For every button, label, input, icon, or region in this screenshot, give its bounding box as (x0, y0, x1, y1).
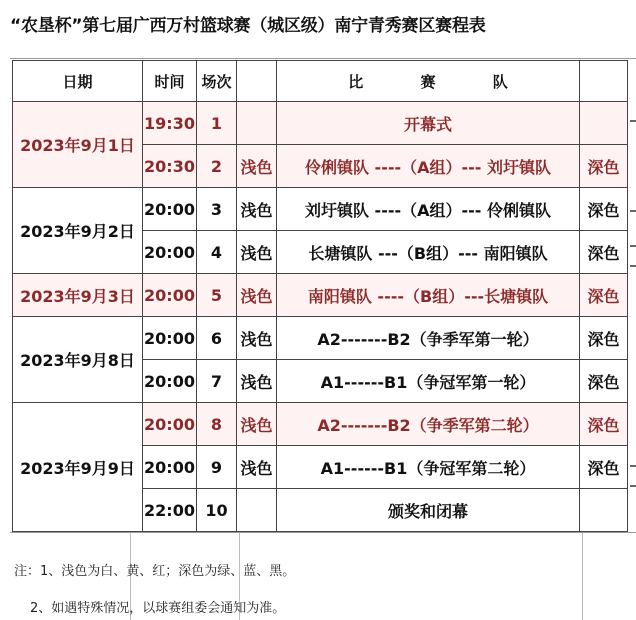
cropped-glyph (630, 120, 636, 122)
teams-cell: 颁奖和闭幕 (277, 489, 580, 532)
note-2: 2、如遇特殊情况，以球赛组委会通知为准。 (30, 601, 286, 616)
teams-cell: 刘圩镇队 ----（A组）--- 伶俐镇队 (277, 188, 580, 231)
light-color-cell: 浅色 (237, 360, 277, 403)
match-cell: 5 (197, 274, 237, 317)
teams-cell: A2-------B2（争季军第二轮） (277, 403, 580, 446)
dark-color-cell: 深色 (580, 360, 628, 403)
header-date: 日期 (13, 61, 143, 102)
time-cell: 20:00 (143, 360, 197, 403)
light-color-cell: 浅色 (237, 274, 277, 317)
cropped-glyph (630, 465, 636, 467)
time-cell: 20:00 (143, 446, 197, 489)
teams-cell: 伶俐镇队 ----（A组）--- 刘圩镇队 (277, 145, 580, 188)
header-light-empty (237, 61, 277, 102)
date-cell: 2023年9月2日 (13, 188, 143, 274)
teams-cell: A1------B1（争冠军第一轮） (277, 360, 580, 403)
teams-cell: 长塘镇队 ---（B组）--- 南阳镇队 (277, 231, 580, 274)
grid-line (582, 533, 583, 620)
dark-color-cell: 深色 (580, 403, 628, 446)
match-cell: 8 (197, 403, 237, 446)
time-cell: 20:00 (143, 317, 197, 360)
match-cell: 9 (197, 446, 237, 489)
cropped-glyph (630, 485, 636, 487)
dark-color-cell (580, 102, 628, 145)
dark-color-cell: 深色 (580, 446, 628, 489)
date-cell: 2023年9月9日 (13, 403, 143, 532)
dark-color-cell (580, 489, 628, 532)
teams-cell: 南阳镇队 ----（B组）---长塘镇队 (277, 274, 580, 317)
cropped-column (627, 60, 636, 532)
time-cell: 22:00 (143, 489, 197, 532)
match-cell: 6 (197, 317, 237, 360)
light-color-cell: 浅色 (237, 231, 277, 274)
header-time: 时间 (143, 61, 197, 102)
table-header-row (13, 61, 628, 102)
table-row (13, 102, 628, 145)
time-cell: 20:00 (143, 188, 197, 231)
time-cell: 20:00 (143, 274, 197, 317)
light-color-cell (237, 102, 277, 145)
grid-line (10, 58, 636, 59)
teams-cell: A1------B1（争冠军第二轮） (277, 446, 580, 489)
table-row (13, 188, 628, 231)
header-match: 场次 (197, 61, 237, 102)
dark-color-cell: 深色 (580, 188, 628, 231)
light-color-cell: 浅色 (237, 403, 277, 446)
time-cell: 20:00 (143, 403, 197, 446)
light-color-cell: 浅色 (237, 145, 277, 188)
header-teams: 比 赛 队 (277, 61, 580, 102)
light-color-cell: 浅色 (237, 317, 277, 360)
cropped-glyph (630, 265, 636, 267)
date-cell: 2023年9月8日 (13, 317, 143, 403)
match-cell: 10 (197, 489, 237, 532)
cropped-glyph (630, 245, 636, 247)
table-row (13, 403, 628, 446)
dark-color-cell: 深色 (580, 145, 628, 188)
match-cell: 3 (197, 188, 237, 231)
light-color-cell: 浅色 (237, 188, 277, 231)
date-cell: 2023年9月1日 (13, 102, 143, 188)
time-cell: 20:00 (143, 231, 197, 274)
dark-color-cell: 深色 (580, 231, 628, 274)
match-cell: 7 (197, 360, 237, 403)
page-title: “农垦杯”第七届广西万村篮球赛（城区级）南宁青秀赛区赛程表 (10, 16, 486, 36)
dark-color-cell: 深色 (580, 317, 628, 360)
notes-section (10, 532, 636, 620)
match-cell: 2 (197, 145, 237, 188)
teams-cell: 开幕式 (277, 102, 580, 145)
match-cell: 1 (197, 102, 237, 145)
time-cell: 19:30 (143, 102, 197, 145)
table-row (13, 274, 628, 317)
time-cell: 20:30 (143, 145, 197, 188)
light-color-cell: 浅色 (237, 446, 277, 489)
dark-color-cell: 深色 (580, 274, 628, 317)
match-cell: 4 (197, 231, 237, 274)
table-row (13, 317, 628, 360)
note-1: 注：1、浅色为白、黄、红；深色为绿、蓝、黑。 (14, 564, 296, 579)
light-color-cell (237, 489, 277, 532)
teams-cell: A2-------B2（争季军第一轮） (277, 317, 580, 360)
cropped-glyph (630, 210, 636, 212)
schedule-table (12, 60, 628, 532)
header-dark-empty (580, 61, 628, 102)
date-cell: 2023年9月3日 (13, 274, 143, 317)
